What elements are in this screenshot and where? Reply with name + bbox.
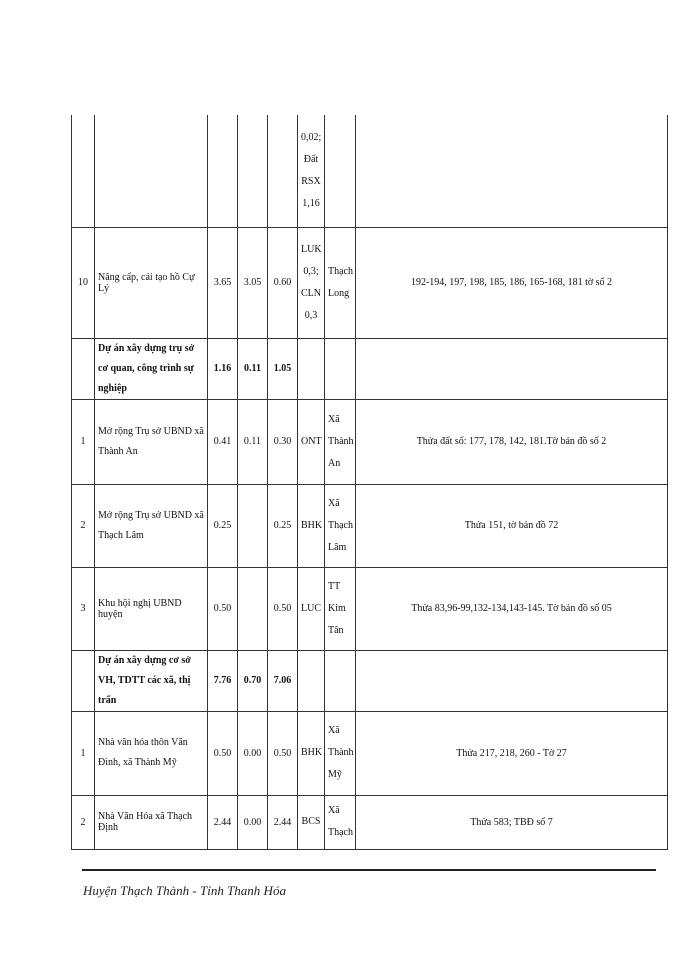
row-number: 2 [72,484,95,567]
location: Xã Thành An [325,399,356,484]
total-area: 0.50 [208,711,238,795]
row-number: 2 [72,795,95,849]
group-row [72,650,668,711]
used-area: 0.70 [238,650,268,711]
project-name [95,115,208,227]
row-number: 1 [72,711,95,795]
added-area: 7.06 [268,650,298,711]
project-name: Khu hội nghị UBND huyện [95,567,208,650]
parcel-note: Thửa 217, 218, 260 - Tờ 27 [356,711,668,795]
project-name: Nhà Văn Hóa xã Thạch Định [95,795,208,849]
total-area: 0.50 [208,567,238,650]
row-number: 10 [72,227,95,338]
row-number [72,650,95,711]
land-type: BCS [298,795,325,849]
used-area: 0.00 [238,795,268,849]
location: Xã Thạch Lâm [325,484,356,567]
land-type: LUC [298,567,325,650]
used-area: 0.11 [238,338,268,399]
total-area: 1.16 [208,338,238,399]
group-title: Dự án xây dựng trụ sở cơ quan, công trình sự nghiệp [95,338,208,399]
total-area: 2.44 [208,795,238,849]
added-area: 2.44 [268,795,298,849]
table-row [72,567,668,650]
added-area: 1.05 [268,338,298,399]
row-number [72,115,95,227]
used-area: 0.11 [238,399,268,484]
project-name: Mở rộng Trụ sở UBND xã Thạch Lâm [95,484,208,567]
land-type [298,650,325,711]
added-area [268,115,298,227]
row-number: 1 [72,399,95,484]
land-type: LUK 0,3; CLN 0,3 [298,227,325,338]
location [325,115,356,227]
location: Xã Thạch [325,795,356,849]
location: Thạch Long [325,227,356,338]
group-title: Dự án xây dựng cơ sở VH, TDTT các xã, thị trấn [95,650,208,711]
location [325,650,356,711]
project-name: Nhà văn hóa thôn Văn Đình, xã Thành Mỹ [95,711,208,795]
parcel-note: 192-194, 197, 198, 185, 186, 165-168, 181 tờ số 2 [356,227,668,338]
total-area: 7.76 [208,650,238,711]
land-use-table [71,115,668,850]
land-type: BHK [298,484,325,567]
page-footer: Huyện Thạch Thành - Tỉnh Thanh Hóa [83,883,286,898]
used-area [238,567,268,650]
total-area [208,115,238,227]
table-row [72,115,668,227]
added-area: 0.50 [268,711,298,795]
row-number [72,338,95,399]
used-area: 3.05 [238,227,268,338]
footer-divider [82,869,656,871]
land-type: 0,02; Đất RSX 1,16 [298,115,325,227]
land-type: ONT [298,399,325,484]
total-area: 3.65 [208,227,238,338]
project-name: Mở rộng Trụ sở UBND xã Thành An [95,399,208,484]
added-area: 0.30 [268,399,298,484]
group-row [72,338,668,399]
total-area: 0.41 [208,399,238,484]
used-area: 0.00 [238,711,268,795]
table-row [72,399,668,484]
added-area: 0.50 [268,567,298,650]
project-name: Nâng cấp, cải tạo hồ Cự Lý [95,227,208,338]
table-row [72,711,668,795]
table-row [72,484,668,567]
parcel-note [356,650,668,711]
parcel-note: Thửa đất số: 177, 178, 142, 181.Tờ bản đồ số 2 [356,399,668,484]
land-type [298,338,325,399]
added-area: 0.25 [268,484,298,567]
parcel-note: Thửa 583; TBĐ số 7 [356,795,668,849]
location: Xã Thành Mỹ [325,711,356,795]
parcel-note: Thửa 83,96-99,132-134,143-145. Tờ bản đồ số 05 [356,567,668,650]
used-area [238,115,268,227]
parcel-note [356,115,668,227]
parcel-note [356,338,668,399]
location: TT Kim Tân [325,567,356,650]
location [325,338,356,399]
table-row [72,795,668,849]
used-area [238,484,268,567]
row-number: 3 [72,567,95,650]
total-area: 0.25 [208,484,238,567]
parcel-note: Thửa 151, tờ bản đồ 72 [356,484,668,567]
table-row [72,227,668,338]
added-area: 0.60 [268,227,298,338]
land-type: BHK [298,711,325,795]
